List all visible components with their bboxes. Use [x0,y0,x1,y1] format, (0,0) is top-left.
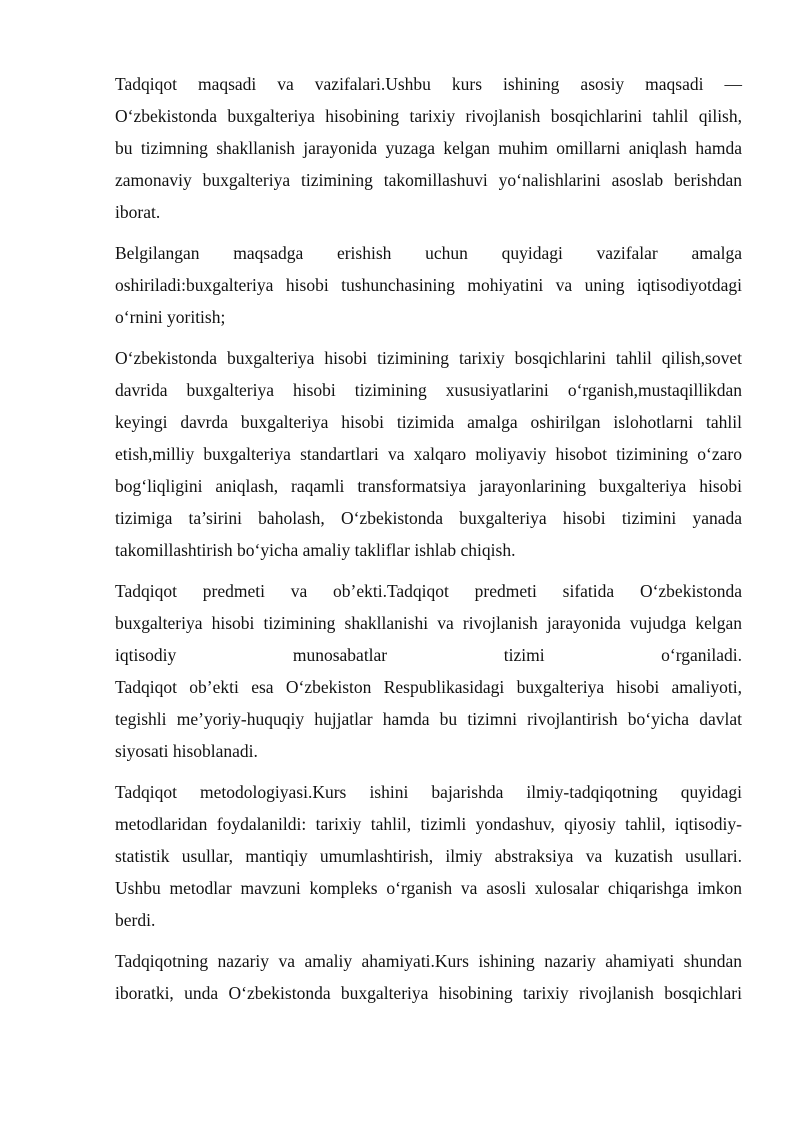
text-line: O‘zbekistonda buxgalteriya hisobining tarixiy rivojlanish bosqichlarini tahlil qilish, [115,106,742,126]
text-line: buxgalteriya hisobi tizimining shakllanishi va rivojlanish jarayonida vujudga kelgan [115,613,742,633]
text-line: tegishli me’yoriy-huquqiy hujjatlar hamda bu tizimni rivojlantirish bo‘yicha davlat [115,709,742,729]
text-line: Tadqiqot ob’ekti esa O‘zbekiston Respublikasidagi buxgalteriya hisobi amaliyoti, [115,677,742,697]
paragraph-significance [115,945,742,1009]
text-line: iqtisodiy munosabatlar tizimi o‘rganiladi. [115,645,742,665]
paragraph-subject-object [115,575,742,767]
text-line: iboratki, unda O‘zbekistonda buxgalteriya hisobining tarixiy rivojlanish bosqichlari [115,983,742,1003]
text-line: iborat. [115,202,161,222]
text-line: Tadqiqot maqsadi va vazifalari.Ushbu kurs ishining asosiy maqsadi — [115,74,742,94]
text-line: berdi. [115,910,156,930]
paragraph-methodology [115,776,742,936]
text-line: bog‘liqligini aniqlash, raqamli transformatsiya jarayonlarining buxgalteriya hisobi [115,476,742,496]
text-line: Tadqiqot metodologiyasi.Kurs ishini bajarishda ilmiy-tadqiqotning quyidagi [115,782,742,802]
text-line: takomillashtirish bo‘yicha amaliy takliflar ishlab chiqish. [115,540,516,560]
paragraph-tasks-intro [115,237,742,333]
text-line: zamonaviy buxgalteriya tizimining takomillashuvi yo‘nalishlarini asoslab berishdan [115,170,742,190]
text-line: oshiriladi:buxgalteriya hisobi tushunchasining mohiyatini va uning iqtisodiyotdagi [115,275,742,295]
paragraph-tasks-list [115,342,742,566]
text-line: O‘zbekistonda buxgalteriya hisobi tizimining tarixiy bosqichlarini tahlil qilish,sovet [115,348,742,368]
text-line: etish,milliy buxgalteriya standartlari va xalqaro moliyaviy hisobot tizimining o‘zaro [115,444,742,464]
text-line: o‘rnini yoritish; [115,307,226,327]
document-body [115,68,742,1018]
text-line: keyingi davrda buxgalteriya hisobi tizimida amalga oshirilgan islohotlarni tahlil [115,412,742,432]
text-line: bu tizimning shakllanish jarayonida yuzaga kelgan muhim omillarni aniqlash hamda [115,138,742,158]
text-line: tizimiga ta’sirini baholash, O‘zbekistonda buxgalteriya hisobi tizimini yanada [115,508,742,528]
paragraph-goals [115,68,742,228]
text-line: Tadqiqot predmeti va ob’ekti.Tadqiqot predmeti sifatida O‘zbekistonda [115,581,742,601]
text-line: siyosati hisoblanadi. [115,741,258,761]
text-line: davrida buxgalteriya hisobi tizimining xususiyatlarini o‘rganish,mustaqillikdan [115,380,742,400]
text-line: metodlaridan foydalanildi: tarixiy tahlil, tizimli yondashuv, qiyosiy tahlil, iqtisodiy- [115,814,742,834]
text-line: Tadqiqotning nazariy va amaliy ahamiyati.Kurs ishining nazariy ahamiyati shundan [115,951,742,971]
text-line: Ushbu metodlar mavzuni kompleks o‘rganish va asosli xulosalar chiqarishga imkon [115,878,742,898]
text-line: Belgilangan maqsadga erishish uchun quyidagi vazifalar amalga [115,243,742,263]
text-line: statistik usullar, mantiqiy umumlashtirish, ilmiy abstraksiya va kuzatish usullari. [115,846,742,866]
